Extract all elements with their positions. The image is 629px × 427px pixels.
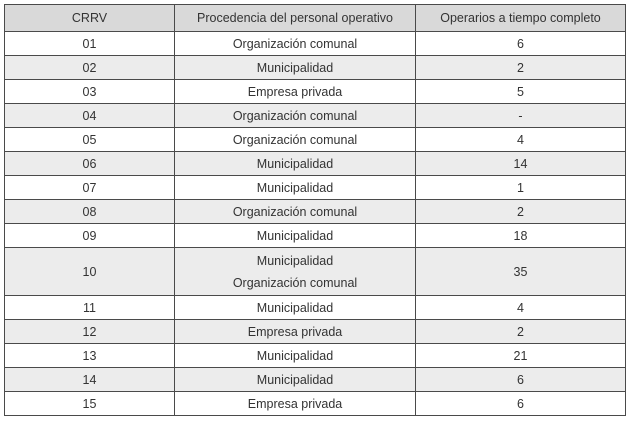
header-operarios: Operarios a tiempo completo bbox=[416, 5, 626, 32]
table-row bbox=[5, 80, 626, 104]
procedencia-line: Municipalidad bbox=[256, 60, 334, 75]
cell-crrv: 11 bbox=[5, 296, 175, 320]
table-row bbox=[5, 344, 626, 368]
cell-procedencia bbox=[175, 344, 416, 368]
cell-procedencia bbox=[175, 128, 416, 152]
procedencia-line: Municipalidad bbox=[256, 253, 334, 268]
table-row bbox=[5, 224, 626, 248]
cell-crrv: 14 bbox=[5, 368, 175, 392]
table-header bbox=[5, 5, 626, 32]
table-row bbox=[5, 104, 626, 128]
cell-procedencia bbox=[175, 152, 416, 176]
procedencia-line: Municipalidad bbox=[256, 180, 334, 195]
cell-operarios: 2 bbox=[416, 56, 626, 80]
table-row bbox=[5, 176, 626, 200]
cell-procedencia bbox=[175, 176, 416, 200]
table-row bbox=[5, 320, 626, 344]
procedencia-line: Organización comunal bbox=[232, 36, 358, 51]
cell-crrv: 07 bbox=[5, 176, 175, 200]
procedencia-line: Organización comunal bbox=[232, 275, 358, 290]
cell-operarios: 5 bbox=[416, 80, 626, 104]
cell-operarios: 2 bbox=[416, 200, 626, 224]
cell-crrv: 03 bbox=[5, 80, 175, 104]
cell-procedencia bbox=[175, 296, 416, 320]
cell-procedencia bbox=[175, 104, 416, 128]
table-row bbox=[5, 32, 626, 56]
cell-procedencia bbox=[175, 80, 416, 104]
table-body bbox=[5, 32, 626, 416]
cell-crrv: 13 bbox=[5, 344, 175, 368]
procedencia-line: Organización comunal bbox=[232, 108, 358, 123]
table-row bbox=[5, 200, 626, 224]
cell-crrv: 04 bbox=[5, 104, 175, 128]
cell-crrv: 12 bbox=[5, 320, 175, 344]
procedencia-line: Organización comunal bbox=[232, 204, 358, 219]
header-row bbox=[5, 5, 626, 32]
cell-operarios: 4 bbox=[416, 128, 626, 152]
cell-procedencia bbox=[175, 56, 416, 80]
procedencia-line: Empresa privada bbox=[247, 324, 343, 339]
cell-procedencia bbox=[175, 224, 416, 248]
data-table bbox=[4, 4, 626, 416]
cell-operarios: 2 bbox=[416, 320, 626, 344]
procedencia-line: Empresa privada bbox=[247, 396, 343, 411]
procedencia-line: Empresa privada bbox=[247, 84, 343, 99]
procedencia-line: Municipalidad bbox=[256, 156, 334, 171]
cell-operarios: 35 bbox=[416, 248, 626, 296]
cell-operarios: 14 bbox=[416, 152, 626, 176]
cell-operarios: 18 bbox=[416, 224, 626, 248]
procedencia-line: Municipalidad bbox=[256, 372, 334, 387]
procedencia-line: Organización comunal bbox=[232, 132, 358, 147]
cell-operarios: 6 bbox=[416, 392, 626, 416]
procedencia-line: Municipalidad bbox=[256, 300, 334, 315]
procedencia-line: Municipalidad bbox=[256, 228, 334, 243]
cell-crrv: 06 bbox=[5, 152, 175, 176]
table-row bbox=[5, 296, 626, 320]
cell-crrv: 15 bbox=[5, 392, 175, 416]
cell-procedencia bbox=[175, 248, 416, 296]
cell-crrv: 01 bbox=[5, 32, 175, 56]
table-row bbox=[5, 56, 626, 80]
cell-operarios: 21 bbox=[416, 344, 626, 368]
table-row bbox=[5, 152, 626, 176]
cell-operarios: 1 bbox=[416, 176, 626, 200]
cell-crrv: 05 bbox=[5, 128, 175, 152]
cell-procedencia bbox=[175, 368, 416, 392]
cell-procedencia bbox=[175, 200, 416, 224]
procedencia-line: Municipalidad bbox=[256, 348, 334, 363]
cell-crrv: 09 bbox=[5, 224, 175, 248]
cell-operarios: - bbox=[416, 104, 626, 128]
header-crrv: CRRV bbox=[5, 5, 175, 32]
cell-crrv: 02 bbox=[5, 56, 175, 80]
table-row bbox=[5, 368, 626, 392]
cell-operarios: 6 bbox=[416, 32, 626, 56]
cell-operarios: 4 bbox=[416, 296, 626, 320]
cell-procedencia bbox=[175, 320, 416, 344]
table-row bbox=[5, 392, 626, 416]
header-procedencia: Procedencia del personal operativo bbox=[175, 5, 416, 32]
cell-procedencia bbox=[175, 32, 416, 56]
cell-crrv: 08 bbox=[5, 200, 175, 224]
cell-operarios: 6 bbox=[416, 368, 626, 392]
cell-procedencia bbox=[175, 392, 416, 416]
table-row bbox=[5, 128, 626, 152]
table-row bbox=[5, 248, 626, 296]
cell-crrv: 10 bbox=[5, 248, 175, 296]
